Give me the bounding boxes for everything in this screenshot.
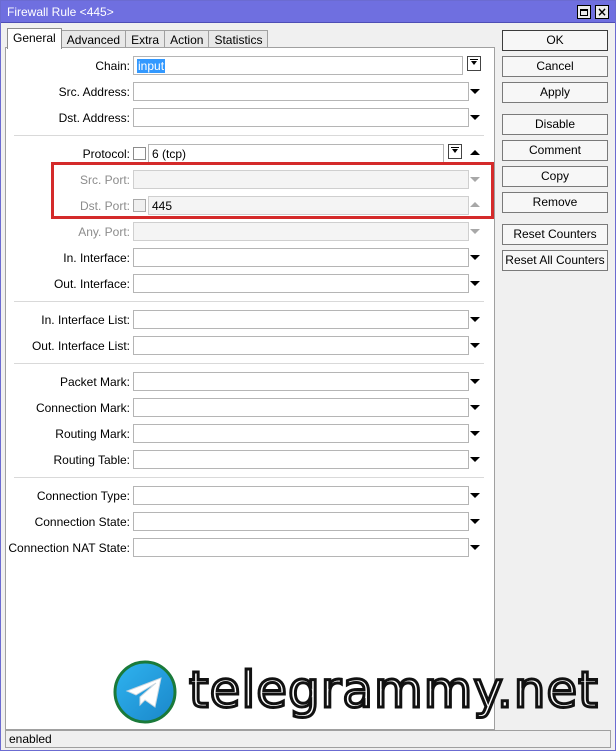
out-interface-list-label: Out. Interface List: <box>31 339 130 353</box>
connection-mark-row <box>6 397 494 419</box>
tab-advanced[interactable]: Advanced <box>61 30 126 49</box>
in-interface-list-row <box>6 309 494 331</box>
in-interface-dropdown-arrow[interactable] <box>470 255 480 260</box>
out-interface-field[interactable] <box>133 274 469 293</box>
routing-table-field[interactable] <box>133 450 469 469</box>
out-interface-label: Out. Interface: <box>53 277 130 291</box>
status-text: enabled <box>9 732 52 746</box>
highlight-box <box>51 162 494 219</box>
connection-state-row <box>6 511 494 533</box>
chain-label: Chain: <box>95 59 130 73</box>
out-interface-list-field[interactable] <box>133 336 469 355</box>
tab-extra[interactable]: Extra <box>125 30 165 49</box>
protocol-field[interactable] <box>148 144 444 163</box>
chain-field[interactable] <box>133 56 463 75</box>
out-interface-list-dropdown-arrow[interactable] <box>470 343 480 348</box>
bar-icon <box>470 59 478 60</box>
separator <box>14 363 484 364</box>
dst-address-field[interactable] <box>133 108 469 127</box>
disable-button[interactable]: Disable <box>502 114 608 135</box>
in-interface-field[interactable] <box>133 248 469 267</box>
connection-type-dropdown-arrow[interactable] <box>470 493 480 498</box>
connection-nat-state-field[interactable] <box>133 538 469 557</box>
ok-button[interactable]: OK <box>502 30 608 51</box>
reset-all-counters-button[interactable]: Reset All Counters <box>502 250 608 271</box>
title-bar[interactable] <box>1 1 615 23</box>
separator <box>14 301 484 302</box>
connection-mark-dropdown-arrow[interactable] <box>470 405 480 410</box>
general-panel <box>5 47 495 730</box>
tab-general[interactable]: General <box>7 28 62 49</box>
dst-address-row <box>6 107 494 129</box>
in-interface-row <box>6 247 494 269</box>
routing-table-label: Routing Table: <box>53 453 130 467</box>
connection-type-label: Connection Type: <box>36 489 130 503</box>
separator <box>14 135 484 136</box>
src-port-label: Src. Port: <box>79 173 130 187</box>
dst-port-label: Dst. Port: <box>79 199 130 213</box>
telegram-logo-icon <box>113 660 177 724</box>
close-button[interactable] <box>595 5 609 19</box>
in-interface-list-dropdown-arrow[interactable] <box>470 317 480 322</box>
connection-mark-field[interactable] <box>133 398 469 417</box>
protocol-label: Protocol: <box>82 147 130 161</box>
routing-mark-row <box>6 423 494 445</box>
routing-mark-field[interactable] <box>133 424 469 443</box>
tab-action[interactable]: Action <box>164 30 209 49</box>
chain-dropdown-button[interactable] <box>467 56 481 71</box>
status-bar <box>5 730 611 748</box>
any-port-field[interactable] <box>133 222 469 241</box>
apply-button[interactable]: Apply <box>502 82 608 103</box>
dst-port-value: 445 <box>152 199 173 213</box>
connection-state-dropdown-arrow[interactable] <box>470 519 480 524</box>
packet-mark-field[interactable] <box>133 372 469 391</box>
chain-row <box>6 55 494 77</box>
close-icon: × <box>596 4 608 19</box>
routing-mark-dropdown-arrow[interactable] <box>470 431 480 436</box>
in-interface-label: In. Interface: <box>63 251 130 265</box>
connection-mark-label: Connection Mark: <box>35 401 130 415</box>
connection-nat-state-row <box>6 537 494 559</box>
maximize-icon <box>580 9 588 16</box>
routing-table-row <box>6 449 494 471</box>
in-interface-list-label: In. Interface List: <box>41 313 130 327</box>
connection-state-field[interactable] <box>133 512 469 531</box>
dst-address-label: Dst. Address: <box>58 111 130 125</box>
watermark <box>113 658 607 724</box>
chevron-down-icon <box>452 149 458 153</box>
any-port-row <box>6 221 494 243</box>
connection-nat-state-label: Connection NAT State: <box>8 541 130 555</box>
chain-value: input <box>138 59 165 73</box>
connection-type-row <box>6 485 494 507</box>
packet-mark-dropdown-arrow[interactable] <box>470 379 480 384</box>
src-address-dropdown-arrow[interactable] <box>470 89 480 94</box>
cancel-button[interactable]: Cancel <box>502 56 608 77</box>
packet-mark-label: Packet Mark: <box>59 375 130 389</box>
src-address-label: Src. Address: <box>58 85 130 99</box>
connection-state-label: Connection State: <box>34 515 130 529</box>
reset-counters-button[interactable]: Reset Counters <box>502 224 608 245</box>
routing-mark-label: Routing Mark: <box>55 427 130 441</box>
chevron-down-icon <box>471 61 477 65</box>
src-address-field[interactable] <box>133 82 469 101</box>
connection-nat-state-dropdown-arrow[interactable] <box>470 545 480 550</box>
protocol-value: 6 (tcp) <box>152 147 187 161</box>
watermark-text: telegrammy.net <box>189 661 599 719</box>
out-interface-dropdown-arrow[interactable] <box>470 281 480 286</box>
out-interface-row <box>6 273 494 295</box>
src-address-row <box>6 81 494 103</box>
protocol-negate-checkbox[interactable] <box>133 147 146 160</box>
maximize-button[interactable] <box>577 5 591 19</box>
tab-statistics[interactable]: Statistics <box>208 30 268 49</box>
protocol-dropdown-button[interactable] <box>448 144 462 159</box>
tab-strip <box>7 28 267 48</box>
any-port-label: Any. Port: <box>78 225 130 239</box>
remove-button[interactable]: Remove <box>502 192 608 213</box>
connection-type-field[interactable] <box>133 486 469 505</box>
bar-icon <box>451 147 459 148</box>
in-interface-list-field[interactable] <box>133 310 469 329</box>
window-title: Firewall Rule <445> <box>7 5 114 19</box>
out-interface-list-row <box>6 335 494 357</box>
packet-mark-row <box>6 371 494 393</box>
any-port-dropdown-arrow[interactable] <box>470 229 480 234</box>
comment-button[interactable]: Comment <box>502 140 608 161</box>
routing-table-dropdown-arrow[interactable] <box>470 457 480 462</box>
separator <box>14 477 484 478</box>
protocol-collapse-arrow[interactable] <box>470 150 480 155</box>
dst-address-dropdown-arrow[interactable] <box>470 115 480 120</box>
copy-button[interactable]: Copy <box>502 166 608 187</box>
